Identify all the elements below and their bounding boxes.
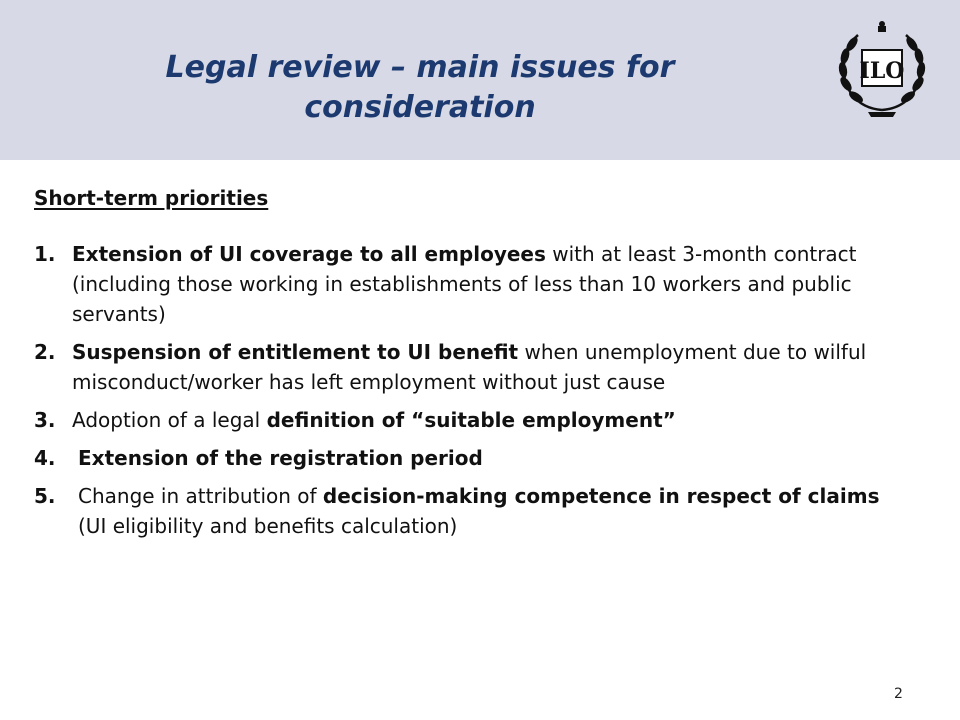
body-text: Change in attribution of [78,484,323,508]
list-item [34,239,914,329]
body-text: (UI eligibility and benefits calculation) [78,514,458,538]
list-item-text [34,405,914,435]
list-item [34,337,914,397]
list-item-text [34,239,914,329]
list-item-number: 3. [34,408,56,432]
list-item-text [34,337,914,397]
emphasis-text: definition of “suitable employment” [266,408,676,432]
list-item [34,405,914,435]
list-item-text [34,443,914,473]
list-item-text [34,481,914,541]
body-text: Adoption of a legal [72,408,267,432]
list-item-number: 5. [34,484,56,508]
list-item [34,443,914,473]
list-item-number: 2. [34,340,56,364]
page-number: 2 [894,686,903,702]
priorities-list [34,239,914,541]
list-item [34,481,914,541]
emphasis-text: Extension of the registration period [78,446,483,470]
list-item-number: 4. [34,446,56,470]
emphasis-text: Extension of UI coverage to all employees [72,242,546,266]
emphasis-text: decision-making competence in respect of claims [322,484,880,508]
svg-text:ILO: ILO [859,58,905,84]
body-text: when unemployment due to wilful misconduct/worker has left employment without just cause [72,340,867,394]
list-item-number: 1. [34,242,56,266]
body-text: with at least 3-month contract (including those working in establishments of less than 10 workers and public servants) [72,242,857,326]
emphasis-text: Suspension of entitlement to UI benefit [72,340,519,364]
ilo-emblem-icon [832,20,932,120]
slide-title: Legal review – main issues for consideration [165,50,675,125]
slide-content [34,183,914,549]
section-heading: Short-term priorities [34,186,269,210]
